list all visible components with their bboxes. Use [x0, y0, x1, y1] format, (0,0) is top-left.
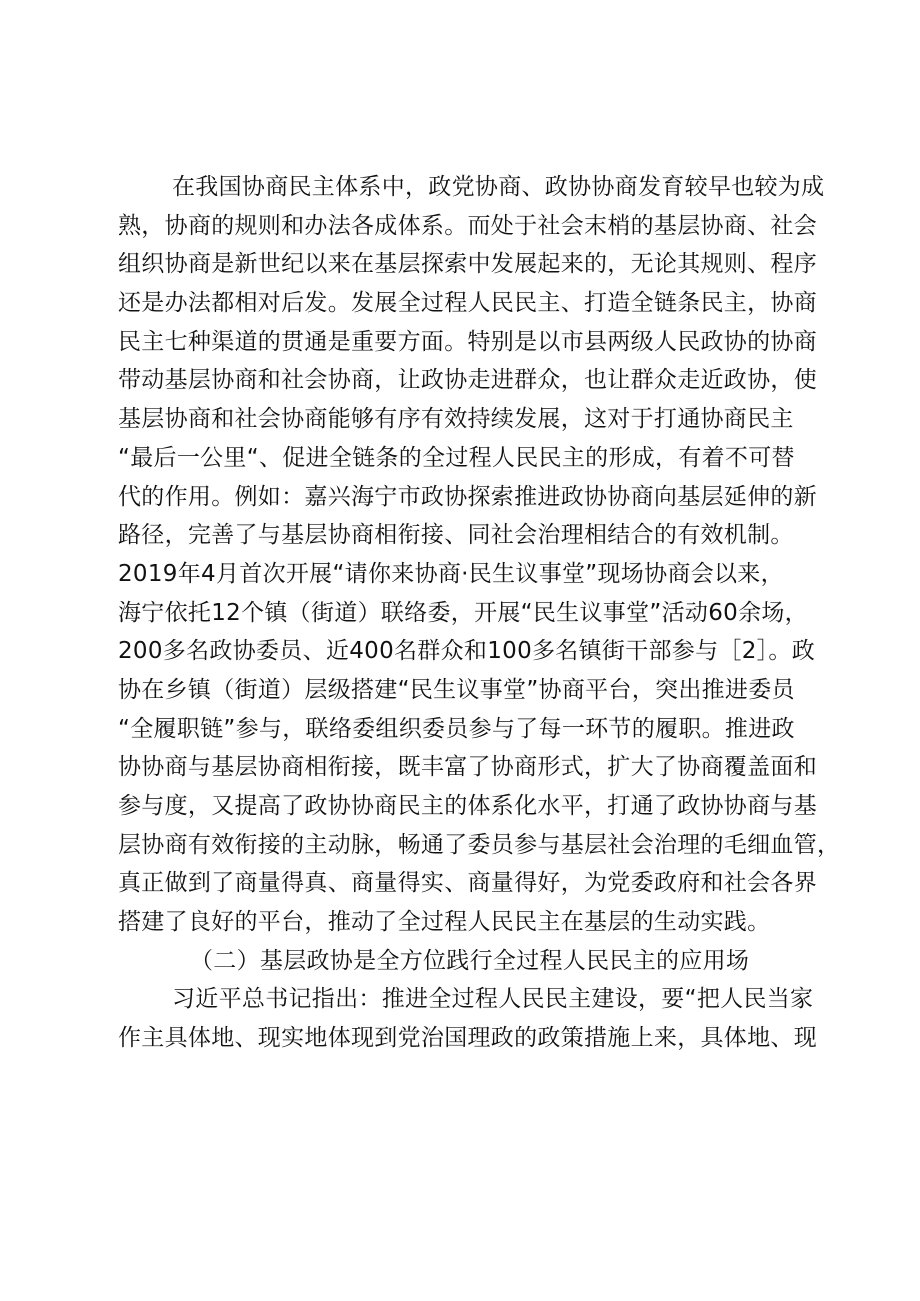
paragraph-1-line: 真正做到了商量得真、商量得实、商量得好，为党委政府和社会各界 [118, 870, 817, 897]
paragraph-1-line: “最后一公里“、促进全链条的全过程人民民主的形成，有着不可替 [118, 444, 795, 471]
paragraph-2-line: 习近平总书记指出：推进全过程人民民主建设，要“把人民当家 [172, 986, 814, 1013]
paragraph-1-line: 200多名政协委员、近400名群众和100多名镇街干部参与［2］。政 [118, 638, 816, 665]
section-heading: （二）基层政协是全方位践行全过程人民民主的应用场 [190, 947, 750, 974]
paragraph-1-line: 代的作用。例如：嘉兴海宁市政协探索推进政协协商向基层延伸的新 [118, 483, 817, 510]
paragraph-2-line: 作主具体地、现实地体现到党治国理政的政策措施上来，具体地、现 [118, 1025, 817, 1052]
paragraph-1-line: “全履职链”参与，联络委组织委员参与了每一环节的履职。推进政 [118, 715, 795, 742]
paragraph-1-line: 协在乡镇（街道）层级搭建“民生议事堂”协商平台，突出推进委员 [118, 676, 795, 703]
paragraph-1-line: 民主七种渠道的贯通是重要方面。特别是以市县两级人民政协的协商 [118, 328, 817, 355]
paragraph-1-line: 层协商有效衔接的主动脉，畅通了委员参与基层社会治理的毛细血管， [118, 831, 841, 858]
paragraph-1-line: 路径，完善了与基层协商相衔接、同社会治理相结合的有效机制。 [118, 522, 794, 549]
paragraph-1-line: 熟，协商的规则和办法各成体系。而处于社会末梢的基层协商、社会 [118, 212, 817, 239]
paragraph-1-line: 还是办法都相对后发。发展全过程人民民主、打造全链条民主，协商 [118, 290, 817, 317]
paragraph-1-line: 在我国协商民主体系中，政党协商、政协协商发育较早也较为成 [172, 174, 825, 200]
body-text [118, 168, 841, 1058]
paragraph-1-line: 带动基层协商和社会协商，让政协走进群众，也让群众走近政协，使 [118, 367, 817, 394]
paragraph-1-line: 2019年4月首次开展“请你来协商·民生议事堂”现场协商会以来， [118, 560, 784, 587]
paragraph-1-line: 参与度，又提高了政协协商民主的体系化水平，打通了政协协商与基 [118, 793, 817, 819]
paragraph-1-line: 海宁依托12个镇（街道）联络委，开展“民生议事堂”活动60余场， [118, 599, 808, 626]
paragraph-1-line: 搭建了良好的平台，推动了全过程人民民主在基层的生动实践。 [118, 909, 771, 936]
paragraph-1-line: 组织协商是新世纪以来在基层探索中发展起来的，无论其规则、程序 [118, 251, 817, 278]
paragraph-1-line: 基层协商和社会协商能够有序有效持续发展，这对于打通协商民主 [118, 406, 794, 433]
paragraph-1-line: 协协商与基层协商相衔接，既丰富了协商形式，扩大了协商覆盖面和 [118, 754, 817, 781]
